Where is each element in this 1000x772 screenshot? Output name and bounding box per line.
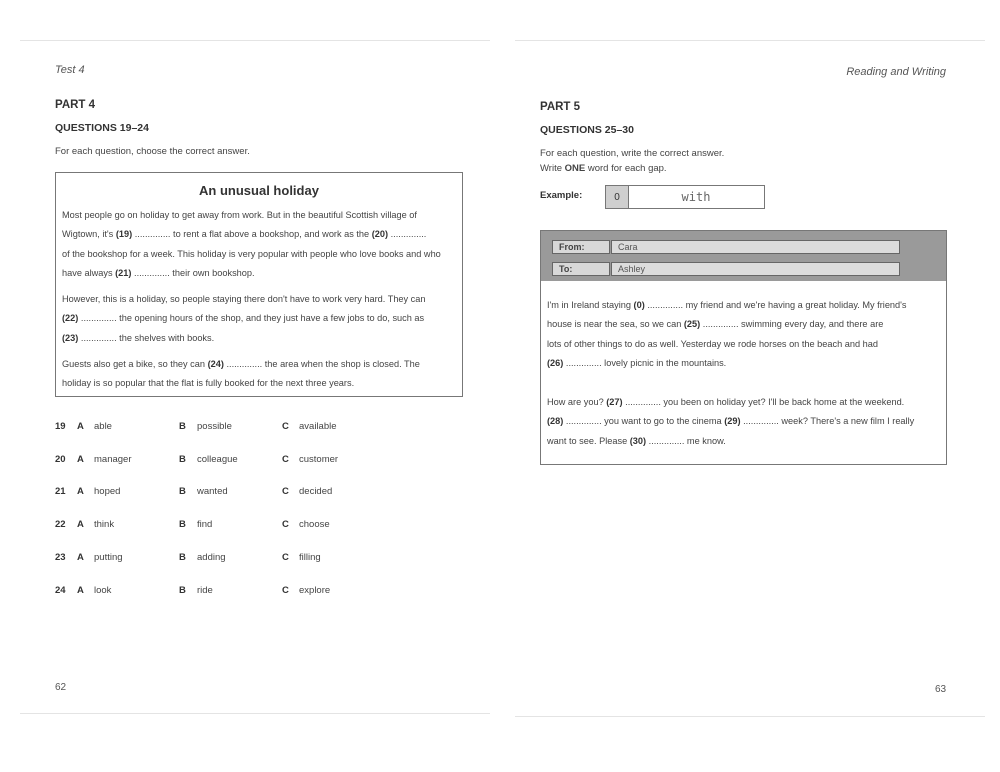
story-paragraph-3 <box>62 355 456 394</box>
email-header <box>541 231 946 281</box>
gap-number: (23) <box>62 332 79 343</box>
option-a: putting <box>94 551 123 563</box>
gap-number: (26) <box>547 357 564 368</box>
option-letter-b: B <box>179 519 186 531</box>
bottom-rule <box>515 716 985 717</box>
example-label: Example: <box>540 190 583 201</box>
option-letter-b: B <box>179 486 186 498</box>
option-a: able <box>94 421 112 432</box>
option-a: hoped <box>94 486 121 498</box>
option-b: colleague <box>197 453 238 465</box>
running-header: Test 4 <box>55 64 85 76</box>
example-answer: with <box>681 190 711 204</box>
story-text: .............. the shelves with books. <box>78 332 215 343</box>
option-row <box>55 421 355 435</box>
option-letter-a: A <box>77 519 84 531</box>
story-text: .............. <box>388 229 427 240</box>
option-c: filling <box>299 551 321 563</box>
question-number: 23 <box>55 551 66 563</box>
gap-number: (20) <box>371 229 389 240</box>
story-text: Wigtown, it's <box>62 229 116 240</box>
story-text: holiday is so popular that the flat is fully booked for the next three years. <box>62 378 355 389</box>
option-c: decided <box>299 486 333 498</box>
option-letter-a: A <box>77 551 84 563</box>
right-page <box>500 0 1000 772</box>
gap-number: (21) <box>115 267 132 278</box>
gap-number: (29) <box>724 416 741 427</box>
option-c: customer <box>299 453 339 465</box>
email-box <box>540 230 947 465</box>
question-number: 22 <box>55 519 66 531</box>
email-paragraph-1: I'm in Ireland staying (0) .............. my friend and we're having a great holiday. My friend's house is near the sea, so we can (25) .............. swimming every day, and there are lots of other things to do as well. Yesterday we rode horses on the beach and had (26) .............. lovely picnic in the mountains. <box>547 300 907 368</box>
example-box <box>605 185 765 209</box>
story-text: Most people go on holiday to get away from work. But in the beautiful Scottish village of <box>62 210 417 220</box>
option-letter-c: C <box>282 453 289 465</box>
story-text: .............. the opening hours of the shop, and they just have a few jobs to do, such as <box>78 313 425 324</box>
from-field: Cara <box>611 240 900 254</box>
story-text: .............. to rent a flat above a bookshop, and work as the <box>132 229 372 240</box>
page-number: 63 <box>935 684 947 695</box>
option-row <box>55 552 355 566</box>
option-b: wanted <box>197 486 228 498</box>
option-row <box>55 486 355 500</box>
part-title: PART 4 <box>55 99 96 111</box>
option-letter-c: C <box>282 486 289 498</box>
email-paragraph-2: How are you? (27) .............. you been on holiday yet? I'll be back home at the weekend. (28) .............. you want to go to the cinema (29) .............. week? There's a new film I really want to see. Please (30) .............. me know. <box>547 397 915 446</box>
story-text: of the bookshop for a week. This holiday is very popular with people who love books and who <box>62 248 441 259</box>
story-box <box>55 172 463 397</box>
option-row <box>55 519 355 533</box>
option-row <box>55 585 355 599</box>
questions-range: QUESTIONS 19–24 <box>55 122 149 134</box>
from-label: From: <box>552 240 610 254</box>
instruction-line-2: Write ONE word for each gap. <box>540 163 667 174</box>
to-field: Ashley <box>611 262 900 276</box>
option-letter-c: C <box>282 551 289 563</box>
gap-number: (19) <box>115 229 133 240</box>
example-number: 0 <box>606 186 629 208</box>
story-paragraph-2 <box>62 290 456 348</box>
question-number: 20 <box>55 453 66 465</box>
instruction <box>540 146 724 176</box>
instruction-line-1: For each question, write the correct answer. <box>540 148 725 159</box>
option-letter-c: C <box>282 519 289 531</box>
option-letter-b: B <box>179 551 186 563</box>
gap-number: (22) <box>62 313 79 324</box>
option-c: available <box>299 421 337 432</box>
bottom-rule <box>20 713 490 714</box>
option-letter-c: C <box>282 421 289 432</box>
gap-number: (25) <box>683 319 701 330</box>
option-letter-b: B <box>179 421 186 432</box>
instruction: For each question, choose the correct answer. <box>55 146 250 157</box>
questions-range: QUESTIONS 25–30 <box>540 124 634 136</box>
story-text: have always <box>62 267 116 278</box>
story-text: .............. the area when the shop is closed. The <box>223 359 420 369</box>
to-label: To: <box>552 262 610 276</box>
gap-number: (27) <box>606 397 623 407</box>
gap-number: (28) <box>547 416 564 427</box>
option-a: manager <box>94 453 132 465</box>
story-title: An unusual holiday <box>199 183 319 198</box>
page-number: 62 <box>55 682 67 693</box>
option-c: explore <box>299 584 331 596</box>
option-letter-b: B <box>179 453 186 465</box>
option-c: choose <box>299 519 330 531</box>
option-a: look <box>94 584 112 596</box>
story-paragraph-1 <box>62 206 456 283</box>
option-b: find <box>197 519 213 531</box>
option-letter-a: A <box>77 453 84 465</box>
gap-number: (24) <box>207 359 224 369</box>
top-rule <box>20 40 490 41</box>
option-a: think <box>94 519 115 531</box>
story-text: However, this is a holiday, so people staying there don't have to work very hard. They can <box>62 294 426 304</box>
option-letter-c: C <box>282 584 289 596</box>
question-number: 24 <box>55 584 66 596</box>
question-number: 19 <box>55 421 66 432</box>
gap-number: (0) <box>633 300 645 310</box>
option-letter-a: A <box>77 421 84 432</box>
story-text: .............. their own bookshop. <box>131 267 255 278</box>
option-letter-a: A <box>77 584 84 596</box>
part-title: PART 5 <box>540 101 581 113</box>
option-b: ride <box>197 584 213 596</box>
option-letter-a: A <box>77 486 84 498</box>
top-rule <box>515 40 985 41</box>
running-header: Reading and Writing <box>846 66 946 78</box>
option-row <box>55 454 355 468</box>
option-b: possible <box>197 421 232 432</box>
option-b: adding <box>197 551 226 563</box>
option-letter-b: B <box>179 584 186 596</box>
story-text: Guests also get a bike, so they can <box>62 359 208 369</box>
question-number: 21 <box>55 486 66 498</box>
gap-number: (30) <box>629 435 647 446</box>
